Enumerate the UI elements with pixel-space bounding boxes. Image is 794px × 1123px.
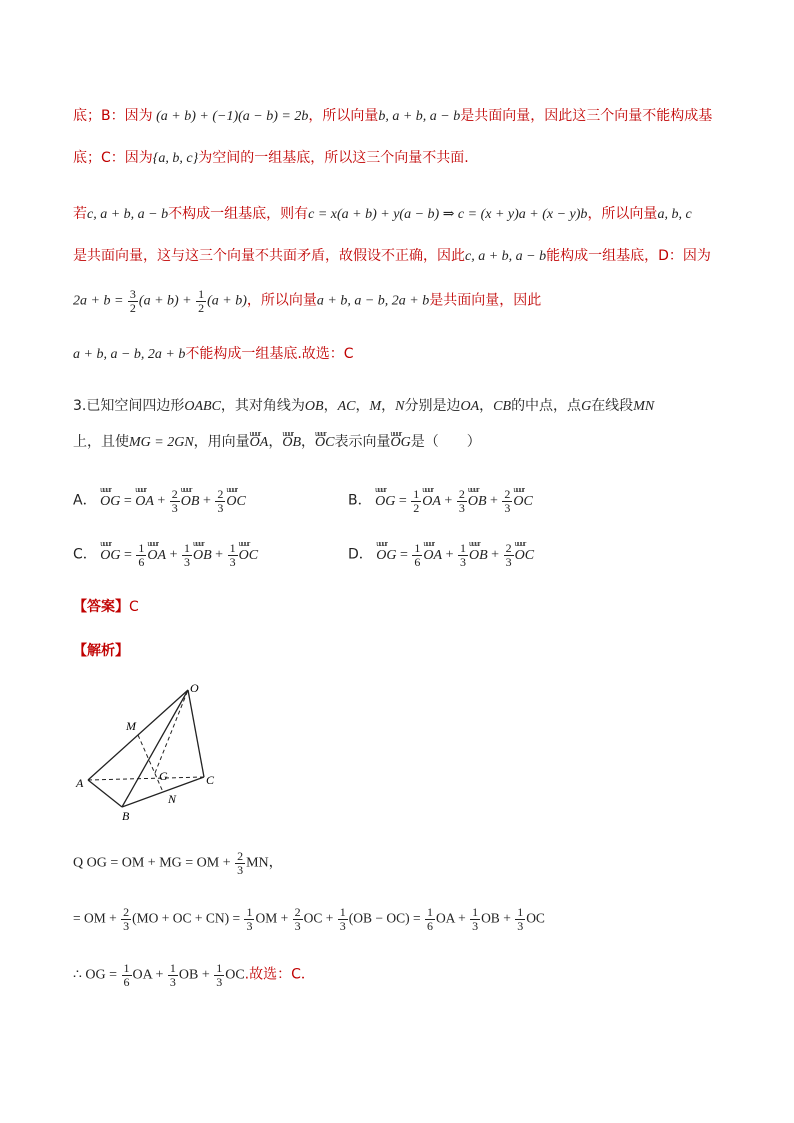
fraction: $\frac{3}{2}$: [129, 287, 136, 315]
label-M: M: [126, 719, 136, 733]
option-d[interactable]: D． uuur OG = $\frac{1}{6}$ uuur OA + $\frac{1}{3}$ uuur OB + $\frac{2}{3}$ uuur OC: [348, 542, 534, 569]
label-G: G: [159, 769, 168, 783]
solution-line-5: 2a + b = $\frac{3}{2}$ (a + b) + $\frac{1}{2}$ (a + b)，所以向量a + b, a − b, 2a + b是共面向量，因此: [73, 287, 542, 315]
label-B: B: [122, 809, 130, 823]
derivation-line-2: = OM + $\frac{2}{3}$ (MO + OC + CN) = $\frac{1}{3}$ OM + $\frac{2}{3}$ OC + $\frac{1}{3}$ (OB − OC) = $\frac{1}{6}$ OA + $\frac{1}{3}$ OB + $\frac{1}{3}$ OC: [73, 905, 545, 933]
solution-line-1: 底；B：因为 (a + b) + (−1)(a − b) = 2b，所以向量b, a + b, a − b是共面向量，因此这三个向量不能构成基: [73, 108, 713, 124]
answer-line: 【答案】C: [73, 599, 139, 615]
label-A: A: [76, 776, 84, 790]
option-b[interactable]: B． uuur OG = $\frac{1}{2}$ uuur OA + $\frac{2}{3}$ uuur OB + $\frac{2}{3}$ uuur OC: [348, 488, 533, 515]
derivation-line-1: Q OG = OM + MG = OM + $\frac{2}{3}$ MN，: [73, 849, 283, 877]
question-stem-line-1: 3.已知空间四边形OABC，其对角线为OB，AC，M，N分别是边OA，CB的中点，点G在线段MN: [73, 398, 655, 414]
solution-line-2: 底；C：因为{a, b, c}为空间的一组基底，所以这三个向量不共面.: [73, 150, 469, 166]
label-N: N: [168, 792, 177, 806]
label-C: C: [206, 773, 215, 787]
derivation-line-3: ∴ OG = $\frac{1}{6}$ OA + $\frac{1}{3}$ OB + $\frac{1}{3}$ OC.故选：C．: [73, 961, 315, 989]
analysis-heading: 【解析】: [73, 643, 129, 659]
question-stem-line-2: 上，且使MG = 2GN，用向量uuur OA，uuur OB，uuur OC表示向量uuur OG是（ ）: [73, 432, 481, 453]
label-O: O: [190, 681, 199, 695]
option-c[interactable]: C． uuur OG = $\frac{1}{6}$ uuur OA + $\frac{1}{3}$ uuur OB + $\frac{1}{3}$ uuur OC: [73, 542, 258, 569]
solution-line-3: 若c, a + b, a − b不构成一组基底，则有c = x(a + b) + y(a − b) ⇒ c = (x + y)a + (x − y)b，所以向量a, b, c: [73, 206, 692, 222]
fraction: $\frac{1}{2}$: [198, 287, 205, 315]
solution-line-6: a + b, a − b, 2a + b不能构成一组基底.故选：C: [73, 346, 354, 362]
tetrahedron-figure: [70, 680, 230, 825]
option-a[interactable]: A． uuur OG = uuur OA + $\frac{2}{3}$ uuur OB + $\frac{2}{3}$ uuur OC: [73, 488, 246, 515]
solution-line-4: 是共面向量，这与这三个向量不共面矛盾，故假设不正确，因此c, a + b, a − b能构成一组基底，D：因为: [73, 248, 711, 264]
